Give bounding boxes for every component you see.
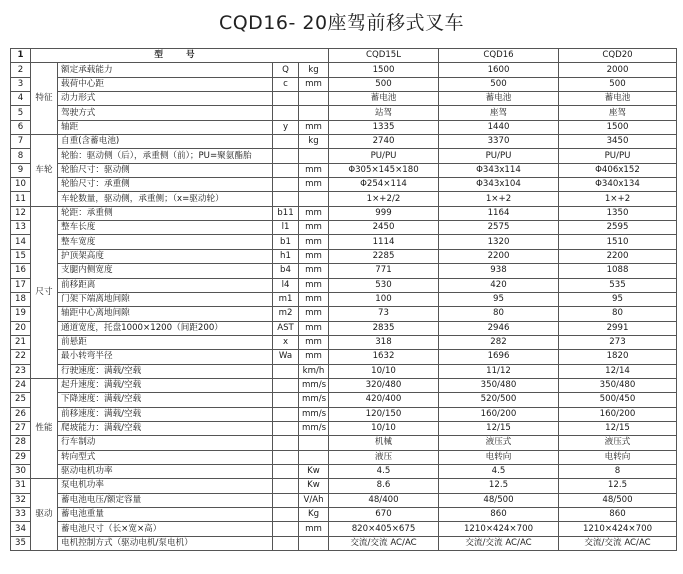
row-number: 6: [11, 120, 31, 134]
spec-unit: mm: [299, 350, 329, 364]
spec-value-model-2: 座驾: [439, 106, 559, 120]
spec-symbol: [273, 421, 299, 435]
spec-symbol: [273, 149, 299, 163]
spec-description: 转向型式: [58, 450, 273, 464]
spec-unit: [299, 450, 329, 464]
spec-symbol: l4: [273, 278, 299, 292]
spec-value-model-1: 2285: [329, 249, 439, 263]
spec-symbol: AST: [273, 321, 299, 335]
row-number: 8: [11, 149, 31, 163]
spec-value-model-2: 1164: [439, 206, 559, 220]
spec-value-model-1: 48/400: [329, 493, 439, 507]
spec-unit: mm: [299, 178, 329, 192]
row-number: 28: [11, 436, 31, 450]
group-label: 特征: [31, 63, 58, 135]
spec-description: 蓄电池重量: [58, 508, 273, 522]
row-number: 4: [11, 92, 31, 106]
spec-symbol: [273, 192, 299, 206]
spec-value-model-3: 12/15: [559, 421, 677, 435]
table-row: [11, 292, 677, 306]
spec-description: 电机控制方式（驱动电机/泵电机）: [58, 536, 273, 550]
spec-unit: [299, 149, 329, 163]
table-row: [11, 278, 677, 292]
spec-value-model-3: 12.5: [559, 479, 677, 493]
table-row: [11, 135, 677, 149]
spec-value-model-3: Φ340x134: [559, 178, 677, 192]
spec-description: 轴距中心离地间隙: [58, 307, 273, 321]
spec-value-model-1: 1335: [329, 120, 439, 134]
spec-symbol: [273, 378, 299, 392]
spec-description: 爬坡能力：满载/空载: [58, 421, 273, 435]
spec-value-model-3: 蓄电池: [559, 92, 677, 106]
row-number: 26: [11, 407, 31, 421]
spec-value-model-1: 73: [329, 307, 439, 321]
group-label: 车轮: [31, 135, 58, 207]
table-row: [11, 192, 677, 206]
spec-symbol: h1: [273, 249, 299, 263]
spec-unit: mm/s: [299, 393, 329, 407]
spec-description: 前悬距: [58, 335, 273, 349]
spec-unit: mm: [299, 120, 329, 134]
row-number: 9: [11, 163, 31, 177]
spec-value-model-1: PU/PU: [329, 149, 439, 163]
spec-value-model-3: 座驾: [559, 106, 677, 120]
spec-value-model-1: 1632: [329, 350, 439, 364]
header-model-3: CQD20: [559, 49, 677, 63]
spec-value-model-3: 1820: [559, 350, 677, 364]
spec-description: 整车宽度: [58, 235, 273, 249]
spec-value-model-2: 500: [439, 77, 559, 91]
table-row: [11, 163, 677, 177]
table-row: [11, 450, 677, 464]
spec-symbol: [273, 407, 299, 421]
spec-description: 蓄电池尺寸（长×宽×高）: [58, 522, 273, 536]
table-row: [11, 264, 677, 278]
spec-value-model-1: 670: [329, 508, 439, 522]
table-row: [11, 106, 677, 120]
spec-symbol: [273, 135, 299, 149]
table-row: [11, 407, 677, 421]
row-number: 27: [11, 421, 31, 435]
spec-symbol: [273, 393, 299, 407]
spec-value-model-2: 12/15: [439, 421, 559, 435]
spec-value-model-3: 8: [559, 464, 677, 478]
spec-symbol: [273, 493, 299, 507]
spec-value-model-3: 273: [559, 335, 677, 349]
spec-table: [10, 48, 677, 551]
row-number: 18: [11, 292, 31, 306]
spec-unit: mm: [299, 206, 329, 220]
spec-value-model-3: 500: [559, 77, 677, 91]
spec-value-model-1: 液压: [329, 450, 439, 464]
row-number: 15: [11, 249, 31, 263]
table-row: [11, 493, 677, 507]
spec-value-model-3: 160/200: [559, 407, 677, 421]
spec-value-model-3: 95: [559, 292, 677, 306]
row-number: 11: [11, 192, 31, 206]
spec-description: 自重(含蓄电池): [58, 135, 273, 149]
row-number: 5: [11, 106, 31, 120]
spec-symbol: b11: [273, 206, 299, 220]
spec-value-model-2: Φ343x114: [439, 163, 559, 177]
spec-unit: mm/s: [299, 378, 329, 392]
row-number: 35: [11, 536, 31, 550]
spec-value-model-2: 520/500: [439, 393, 559, 407]
spec-symbol: l1: [273, 221, 299, 235]
spec-value-model-1: 交流/交流 AC/AC: [329, 536, 439, 550]
spec-description: 行车制动: [58, 436, 273, 450]
spec-value-model-1: 4.5: [329, 464, 439, 478]
row-number: 20: [11, 321, 31, 335]
spec-value-model-3: 1500: [559, 120, 677, 134]
spec-unit: [299, 192, 329, 206]
table-row: [11, 522, 677, 536]
spec-value-model-1: 蓄电池: [329, 92, 439, 106]
spec-value-model-2: 1210×424×700: [439, 522, 559, 536]
spec-value-model-2: 48/500: [439, 493, 559, 507]
table-row: [11, 321, 677, 335]
spec-unit: mm: [299, 321, 329, 335]
spec-symbol: [273, 450, 299, 464]
table-row: [11, 479, 677, 493]
spec-symbol: [273, 536, 299, 550]
spec-value-model-3: 1088: [559, 264, 677, 278]
row-number: 19: [11, 307, 31, 321]
spec-symbol: Wa: [273, 350, 299, 364]
spec-symbol: [273, 464, 299, 478]
spec-unit: Kg: [299, 508, 329, 522]
spec-description: 驾驶方式: [58, 106, 273, 120]
header-model-1: CQD15L: [329, 49, 439, 63]
spec-value-model-2: 420: [439, 278, 559, 292]
spec-value-model-2: 3370: [439, 135, 559, 149]
table-row: [11, 335, 677, 349]
table-row: [11, 307, 677, 321]
table-header-row: [11, 49, 677, 63]
spec-description: 起升速度：满载/空载: [58, 378, 273, 392]
spec-value-model-3: 48/500: [559, 493, 677, 507]
spec-symbol: m2: [273, 307, 299, 321]
spec-value-model-1: 10/10: [329, 364, 439, 378]
header-row-number: 1: [11, 49, 31, 63]
spec-value-model-1: 1114: [329, 235, 439, 249]
spec-unit: kg: [299, 135, 329, 149]
spec-table-body: [11, 49, 677, 551]
row-number: 22: [11, 350, 31, 364]
row-number: 14: [11, 235, 31, 249]
spec-value-model-1: 10/10: [329, 421, 439, 435]
spec-value-model-3: Φ406x152: [559, 163, 677, 177]
row-number: 29: [11, 450, 31, 464]
spec-unit: mm: [299, 249, 329, 263]
spec-value-model-2: 蓄电池: [439, 92, 559, 106]
spec-value-model-2: 11/12: [439, 364, 559, 378]
row-number: 34: [11, 522, 31, 536]
spec-value-model-3: 交流/交流 AC/AC: [559, 536, 677, 550]
spec-unit: kg: [299, 63, 329, 77]
table-row: [11, 536, 677, 550]
table-row: [11, 63, 677, 77]
row-number: 30: [11, 464, 31, 478]
row-number: 24: [11, 378, 31, 392]
spec-value-model-3: 535: [559, 278, 677, 292]
spec-symbol: [273, 163, 299, 177]
spec-value-model-3: 80: [559, 307, 677, 321]
spec-value-model-2: 95: [439, 292, 559, 306]
spec-value-model-1: Φ305×145×180: [329, 163, 439, 177]
table-row: [11, 436, 677, 450]
spec-value-model-1: 500: [329, 77, 439, 91]
spec-value-model-2: 1×+2: [439, 192, 559, 206]
spec-unit: mm: [299, 522, 329, 536]
spec-value-model-1: 318: [329, 335, 439, 349]
spec-symbol: [273, 364, 299, 378]
row-number: 3: [11, 77, 31, 91]
spec-unit: mm: [299, 77, 329, 91]
spec-symbol: [273, 436, 299, 450]
spec-unit: mm: [299, 264, 329, 278]
spec-value-model-3: 1350: [559, 206, 677, 220]
row-number: 25: [11, 393, 31, 407]
spec-value-model-1: Φ254×114: [329, 178, 439, 192]
spec-symbol: c: [273, 77, 299, 91]
header-model-2: CQD16: [439, 49, 559, 63]
row-number: 10: [11, 178, 31, 192]
spec-unit: mm: [299, 292, 329, 306]
row-number: 17: [11, 278, 31, 292]
row-number: 31: [11, 479, 31, 493]
spec-value-model-1: 100: [329, 292, 439, 306]
spec-value-model-3: 2595: [559, 221, 677, 235]
row-number: 23: [11, 364, 31, 378]
spec-description: 驱动电机功率: [58, 464, 273, 478]
spec-symbol: b1: [273, 235, 299, 249]
spec-unit: mm: [299, 307, 329, 321]
spec-symbol: m1: [273, 292, 299, 306]
row-number: 16: [11, 264, 31, 278]
spec-symbol: [273, 508, 299, 522]
spec-description: 轮胎尺寸：驱动侧: [58, 163, 273, 177]
spec-description: 前移距离: [58, 278, 273, 292]
spec-value-model-1: 2740: [329, 135, 439, 149]
table-row: [11, 249, 677, 263]
spec-value-model-1: 站驾: [329, 106, 439, 120]
group-label: 驱动: [31, 479, 58, 551]
table-row: [11, 378, 677, 392]
spec-value-model-1: 2835: [329, 321, 439, 335]
spec-value-model-2: 交流/交流 AC/AC: [439, 536, 559, 550]
spec-description: 支腿内侧宽度: [58, 264, 273, 278]
spec-value-model-1: 320/480: [329, 378, 439, 392]
table-row: [11, 393, 677, 407]
spec-value-model-3: 3450: [559, 135, 677, 149]
spec-unit: Kw: [299, 464, 329, 478]
spec-value-model-1: 8.6: [329, 479, 439, 493]
spec-value-model-1: 999: [329, 206, 439, 220]
table-row: [11, 178, 677, 192]
spec-value-model-1: 420/400: [329, 393, 439, 407]
spec-value-model-3: 500/450: [559, 393, 677, 407]
spec-value-model-3: 12/14: [559, 364, 677, 378]
spec-description: 车轮数量，驱动侧，承重侧；（x=驱动轮）: [58, 192, 273, 206]
spec-unit: [299, 92, 329, 106]
spec-value-model-2: 350/480: [439, 378, 559, 392]
spec-description: 轮距：承重侧: [58, 206, 273, 220]
spec-value-model-2: 160/200: [439, 407, 559, 421]
spec-value-model-2: 80: [439, 307, 559, 321]
group-label: 性能: [31, 378, 58, 478]
header-model-label: [31, 49, 329, 63]
spec-value-model-2: 电转向: [439, 450, 559, 464]
row-number: 13: [11, 221, 31, 235]
row-number: 33: [11, 508, 31, 522]
row-number: 12: [11, 206, 31, 220]
spec-value-model-2: 282: [439, 335, 559, 349]
spec-value-model-1: 771: [329, 264, 439, 278]
spec-value-model-2: PU/PU: [439, 149, 559, 163]
spec-unit: mm/s: [299, 421, 329, 435]
spec-value-model-2: 2946: [439, 321, 559, 335]
spec-symbol: Q: [273, 63, 299, 77]
spec-value-model-1: 1500: [329, 63, 439, 77]
spec-value-model-1: 120/150: [329, 407, 439, 421]
spec-description: 行驶速度：满载/空载: [58, 364, 273, 378]
spec-description: 轮胎：驱动侧（后），承重侧（前）；PU=聚氨酯胎: [58, 149, 273, 163]
table-row: [11, 206, 677, 220]
table-row: [11, 92, 677, 106]
spec-unit: mm: [299, 235, 329, 249]
spec-description: 动力形式: [58, 92, 273, 106]
table-row: [11, 149, 677, 163]
spec-value-model-2: Φ343x104: [439, 178, 559, 192]
spec-value-model-2: 938: [439, 264, 559, 278]
spec-unit: [299, 106, 329, 120]
spec-unit: mm: [299, 335, 329, 349]
spec-symbol: [273, 522, 299, 536]
spec-value-model-2: 2575: [439, 221, 559, 235]
table-row: [11, 221, 677, 235]
spec-description: 护顶架高度: [58, 249, 273, 263]
spec-symbol: y: [273, 120, 299, 134]
spec-symbol: x: [273, 335, 299, 349]
spec-value-model-3: 1510: [559, 235, 677, 249]
spec-value-model-2: 液压式: [439, 436, 559, 450]
spec-value-model-1: 机械: [329, 436, 439, 450]
spec-value-model-2: 860: [439, 508, 559, 522]
spec-value-model-3: 350/480: [559, 378, 677, 392]
spec-value-model-3: 1210×424×700: [559, 522, 677, 536]
spec-value-model-2: 1696: [439, 350, 559, 364]
spec-unit: mm: [299, 221, 329, 235]
spec-description: 前移速度：满载/空载: [58, 407, 273, 421]
header-model-label-text: 型 号: [154, 50, 205, 61]
spec-unit: V/Ah: [299, 493, 329, 507]
spec-value-model-3: 2200: [559, 249, 677, 263]
spec-description: 额定承载能力: [58, 63, 273, 77]
page-title: CQD16- 20座驾前移式叉车: [218, 12, 465, 34]
row-number: 2: [11, 63, 31, 77]
row-number: 21: [11, 335, 31, 349]
table-row: [11, 235, 677, 249]
spec-symbol: [273, 479, 299, 493]
table-row: [11, 77, 677, 91]
spec-symbol: [273, 106, 299, 120]
table-row: [11, 464, 677, 478]
spec-value-model-1: 2450: [329, 221, 439, 235]
spec-value-model-3: 860: [559, 508, 677, 522]
row-number: 32: [11, 493, 31, 507]
spec-unit: Kw: [299, 479, 329, 493]
spec-value-model-3: PU/PU: [559, 149, 677, 163]
spec-description: 泵电机功率: [58, 479, 273, 493]
spec-value-model-2: 1320: [439, 235, 559, 249]
spec-description: 载荷中心距: [58, 77, 273, 91]
spec-symbol: [273, 178, 299, 192]
spec-unit: [299, 536, 329, 550]
spec-value-model-2: 2200: [439, 249, 559, 263]
spec-value-model-3: 液压式: [559, 436, 677, 450]
spec-unit: mm: [299, 278, 329, 292]
spec-unit: mm/s: [299, 407, 329, 421]
spec-value-model-3: 1×+2: [559, 192, 677, 206]
table-row: [11, 364, 677, 378]
spec-unit: [299, 436, 329, 450]
spec-value-model-3: 电转向: [559, 450, 677, 464]
table-row: [11, 508, 677, 522]
group-label: 尺寸: [31, 206, 58, 378]
table-row: [11, 350, 677, 364]
row-number: 7: [11, 135, 31, 149]
spec-unit: km/h: [299, 364, 329, 378]
spec-description: 轮胎尺寸：承重侧: [58, 178, 273, 192]
spec-value-model-2: 4.5: [439, 464, 559, 478]
table-row: [11, 421, 677, 435]
spec-value-model-3: 2000: [559, 63, 677, 77]
spec-description: 通道宽度，托盘1000×1200（间距200）: [58, 321, 273, 335]
spec-description: 门架下端离地间隙: [58, 292, 273, 306]
spec-value-model-3: 2991: [559, 321, 677, 335]
spec-symbol: b4: [273, 264, 299, 278]
spec-description: 最小转弯半径: [58, 350, 273, 364]
spec-unit: mm: [299, 163, 329, 177]
spec-value-model-1: 530: [329, 278, 439, 292]
spec-value-model-1: 1×+2/2: [329, 192, 439, 206]
spec-value-model-2: 1600: [439, 63, 559, 77]
spec-description: 整车长度: [58, 221, 273, 235]
spec-description: 轴距: [58, 120, 273, 134]
spec-description: 下降速度：满载/空载: [58, 393, 273, 407]
table-row: [11, 120, 677, 134]
spec-value-model-1: 820×405×675: [329, 522, 439, 536]
spec-symbol: [273, 92, 299, 106]
spec-description: 蓄电池电压/额定容量: [58, 493, 273, 507]
spec-value-model-2: 1440: [439, 120, 559, 134]
spec-value-model-2: 12.5: [439, 479, 559, 493]
